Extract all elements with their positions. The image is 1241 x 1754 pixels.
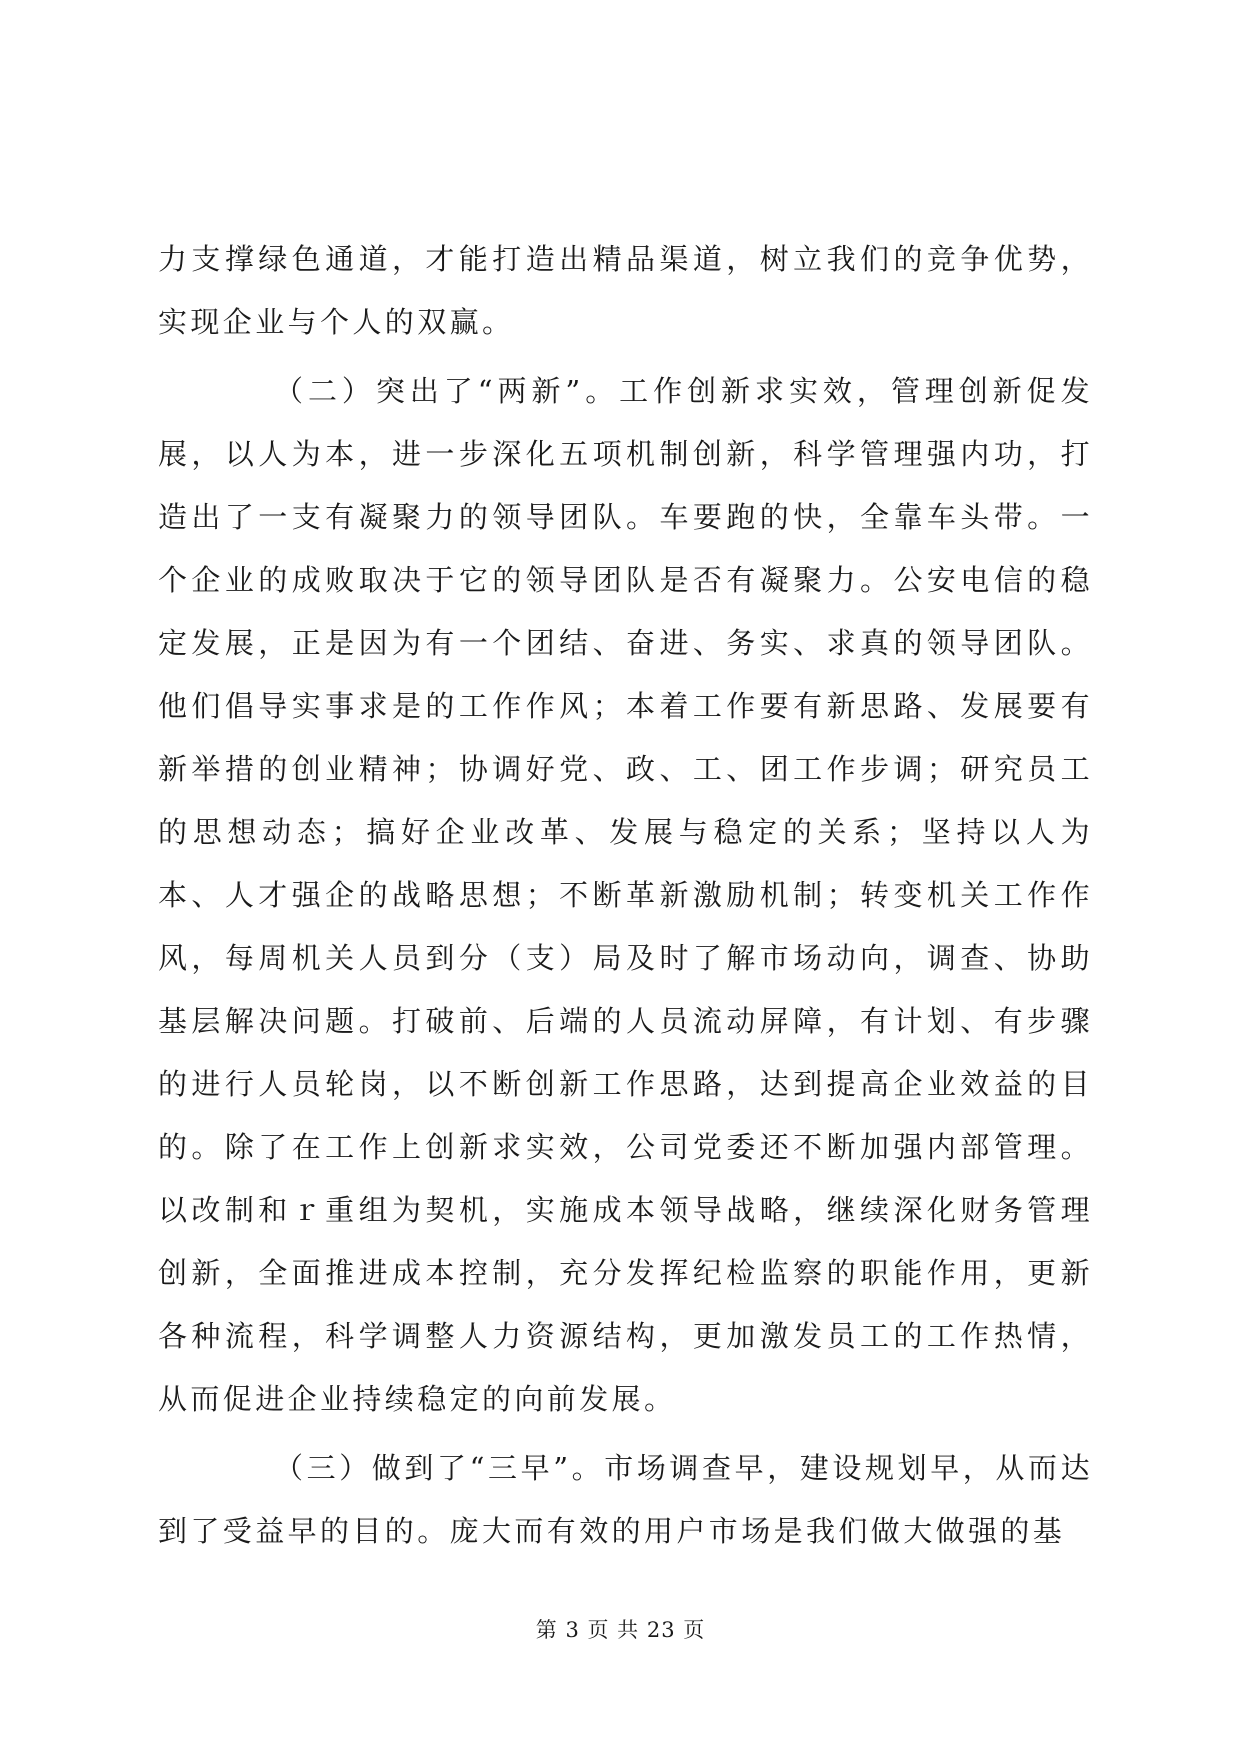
paragraph-three-early: （三）做到了“三早”。市场调查早，建设规划早，从而达到了受益早的目的。庞大而有效的用户市场是我们做大做强的基 <box>158 1451 1093 1548</box>
page-number-footer: 第 3 页 共 23 页 <box>535 1618 706 1642</box>
paragraph-continuation: 力支撑绿色通道，才能打造出精品渠道，树立我们的竞争优势，实现企业与个人的双赢。 <box>158 242 1093 339</box>
paragraph-two-new: （二）突出了“两新”。工作创新求实效，管理创新促发展，以人为本，进一步深化五项机制创新，科学管理强内功，打造出了一支有凝聚力的领导团队。车要跑的快，全靠车头带。一个企业的成败取决于它的领导团队是否有凝聚力。公安电信的稳定发展，正是因为有一个团结、奋进、务实、求真的领导团队。他们倡导实事求是的工作作风；本着工作要有新思路、发展要有新举措的创业精神；协调好党、政、工、团工作步调；研究员工的思想动态；搞好企业改革、发展与稳定的关系；坚持以人为本、人才强企的战略思想；不断革新激励机制；转变机关工作作风，每周机关人员到分（支）局及时了解市场动向，调查、协助基层解决问题。打破前、后端的人员流动屏障，有计划、有步骤的进行人员轮岗，以不断创新工作思路，达到提高企业效益的目的。除了在工作上创新求实效，公司党委还不断加强内部管理。以改制和ｒ重组为契机，实施成本领导战略，继续深化财务管理创新，全面推进成本控制，充分发挥纪检监察的职能作用，更新各种流程，科学调整人力资源结构，更加激发员工的工作热情，从而促进企业持续稳定的向前发展。 <box>158 374 1093 1416</box>
document-body <box>158 228 1093 1563</box>
